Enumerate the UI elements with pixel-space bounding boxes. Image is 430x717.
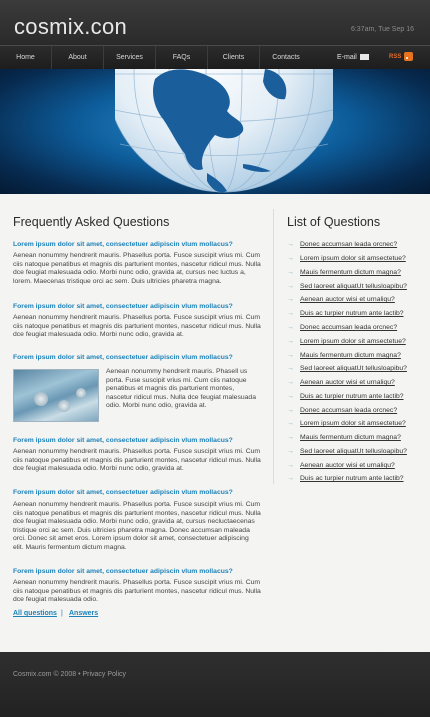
faq-heading: Frequently Asked Questions [13,215,170,229]
arrow-icon: → [287,269,294,276]
question-list-item[interactable]: → Lorem ipsum dolor sit amsectetue? [287,420,406,427]
questions-list-heading: List of Questions [287,215,381,229]
faq-answer: Aenean nonummy hendrerit mauris. Phasellus porta. Fusce suscipit vrius mi. Cum ciis natoque penatibus et magnis dis parturient montes, nascetur ridicul mus. Nulla dce feugiat malesuada odio. Morbi nunc odio, gravida at, cursus necluctaecenas tristique orci ac sem. Duis ultricies pharetra magna. Donec accumsan maleada orci. Donec sit amet eros. Lorem ipsum dolor sit amet, consectetuer adipiscing elit. Mauris fermentum dictum magna. [13,501,261,551]
arrow-icon: → [287,448,294,455]
email-link[interactable] [337,46,369,69]
site-logo[interactable]: cosmix.con [14,14,128,39]
question-list-item[interactable]: → Sed laoreet aliquatUt tellusloapibu? [287,365,407,372]
main-content [0,194,430,652]
question-list-item[interactable]: → Duis ac turpier nutrum ante lactib? [287,393,404,400]
footer-copyright: Cosmix.com © 2008 • Privacy Policy [13,671,127,678]
arrow-icon: → [287,338,294,345]
nav-item-home[interactable]: Home [0,46,52,69]
question-list-item[interactable]: → Donec accumsan leada orcnec? [287,324,398,331]
faq-question[interactable]: Forem ipsum dolor sit amet, consectetuer adipiscin vlum mollacus? [13,489,233,496]
arrow-icon: → [287,379,294,386]
email-label: E-mail [337,54,357,61]
money-image [13,369,99,422]
question-list-item[interactable]: → Duis ac turpier nutrum ante lactib? [287,475,404,482]
arrow-icon: → [287,393,294,400]
nav-item-faqs[interactable]: FAQs [156,46,208,69]
question-list-item[interactable]: → Donec accumsan leada orcnec? [287,407,398,414]
question-list-item[interactable]: → Aenean auctor wisi et urnaliqu? [287,379,395,386]
rss-label: RSS [389,54,402,60]
arrow-icon: → [287,407,294,414]
arrow-icon: → [287,283,294,290]
faq-question[interactable]: Lorem ipsum dolor sit amet, consectetuer adipiscin vlum mollacus? [13,241,233,248]
faq-question[interactable]: Forem ipsum dolor sit amet, consectetuer adipiscin vlum mollacus? [13,568,233,575]
arrow-icon: → [287,420,294,427]
all-questions-link[interactable]: All questions [13,610,57,617]
question-list-item[interactable]: → Lorem ipsum dolor sit amsectetue? [287,338,406,345]
faq-answer: Aenean nonummy hendrerit mauris. Phasellus porta. Fusce suscipit vrius mi. Cum ciis natoque penatibus et magnis dis parturient montes, nascetur ridicul mus. Nulla dce feugiat malesuada odio. Morbi nunc odio, gravida at. [13,448,261,473]
faq-answer: Aenean nonummy hendrerit mauris. Phasellus porta. Fusce suscipit vrius mi. Cum ciis natoque penatibus et magnis dis parturient montes, nascetur ridicul mus. Nulla dce feugiat malesuada odio. [13,579,261,604]
nav-item-clients[interactable]: Clients [208,46,260,69]
link-separator: | [61,610,63,617]
faq-answer: Aenean nonummy hendrerit mauris. Phasellus porta. Fusce suscipit vrius mi. Cum ciis natoque penatibus et magnis dis parturient montes, nascetur ridicul mus. Nulla dce feugiat malesuada odio. Morbi nunc odio, gravida at, cursus nec luctus a, lorem. Maecenas tristique orci ac sem. Duis ultricies pharetra magna. [13,252,261,285]
coin-shape [34,392,48,406]
question-list-item[interactable]: → Duis ac turpier nutrum ante lactib? [287,310,404,317]
question-list-item[interactable]: → Aenean auctor wisi et urnaliqu? [287,296,395,303]
faq-question[interactable]: Forem ipsum dolor sit amet, consectetuer adipiscin vlum mollacus? [13,437,233,444]
arrow-icon: → [287,241,294,248]
column-divider [273,209,274,484]
question-list-item[interactable]: → Sed laoreet aliquatUt tellusloapibu? [287,283,407,290]
nav-item-services[interactable]: Services [104,46,156,69]
arrow-icon: → [287,352,294,359]
arrow-icon: → [287,255,294,262]
arrow-icon: → [287,475,294,482]
faq-answer: Aenean nonummy hendrerit mauris. Phasell us porta. Fuse suscipit vrius mi. Cum ciis natoque penatibus et magnis dis parturient montes, nascetur ridicul mus. Nulla dce feugiat malesuada odio. Morbi nunc odio, gravida at. [106,368,256,410]
coin-shape [76,388,86,398]
main-nav [0,45,430,69]
globe-image [115,69,333,194]
site-footer [0,652,430,717]
faq-question[interactable]: Forem ipsum dolor sit amet, consectetuer adipiscin vlum mollacus? [13,354,233,361]
faq-question[interactable]: Forem ipsum dolor sit amet, consectetuer adipiscin vlum mollacus? [13,303,233,310]
site-header [0,0,430,45]
question-list-item[interactable]: → Mauis fermentum dictum magna? [287,269,401,276]
question-list-item[interactable]: → Aenean auctor wisi et urnaliqu? [287,462,395,469]
nav-item-about[interactable]: About [52,46,104,69]
question-list-item[interactable]: → Mauis fermentum dictum magna? [287,352,401,359]
arrow-icon: → [287,365,294,372]
faq-answer: Aenean nonummy hendrerit mauris. Phasellus porta. Fusce suscipit vrius mi. Cum ciis natoque penatibus et magnis dis parturient montes, nascetur ridicul mus. Nulla dce feugiat malesuada odio. Morbi nunc odio, gravida at. [13,314,261,339]
date-time: 6:37am, Tue Sep 16 [350,26,414,33]
arrow-icon: → [287,310,294,317]
arrow-icon: → [287,324,294,331]
hero-banner [0,69,430,194]
question-list-item[interactable]: → Lorem ipsum dolor sit amsectetue? [287,255,406,262]
arrow-icon: → [287,434,294,441]
question-list-item[interactable]: → Sed laoreet aliquatUt tellusloapibu? [287,448,407,455]
rss-link[interactable] [389,46,413,69]
arrow-icon: → [287,296,294,303]
answers-link[interactable]: Answers [69,610,99,617]
question-list-item[interactable]: → Mauis fermentum dictum magna? [287,434,401,441]
arrow-icon: → [287,462,294,469]
mail-icon [360,54,369,60]
question-list-item[interactable]: → Donec accumsan leada orcnec? [287,241,398,248]
coin-shape [58,400,70,412]
nav-item-contacts[interactable]: Contacts [272,54,300,61]
rss-icon [404,52,413,61]
